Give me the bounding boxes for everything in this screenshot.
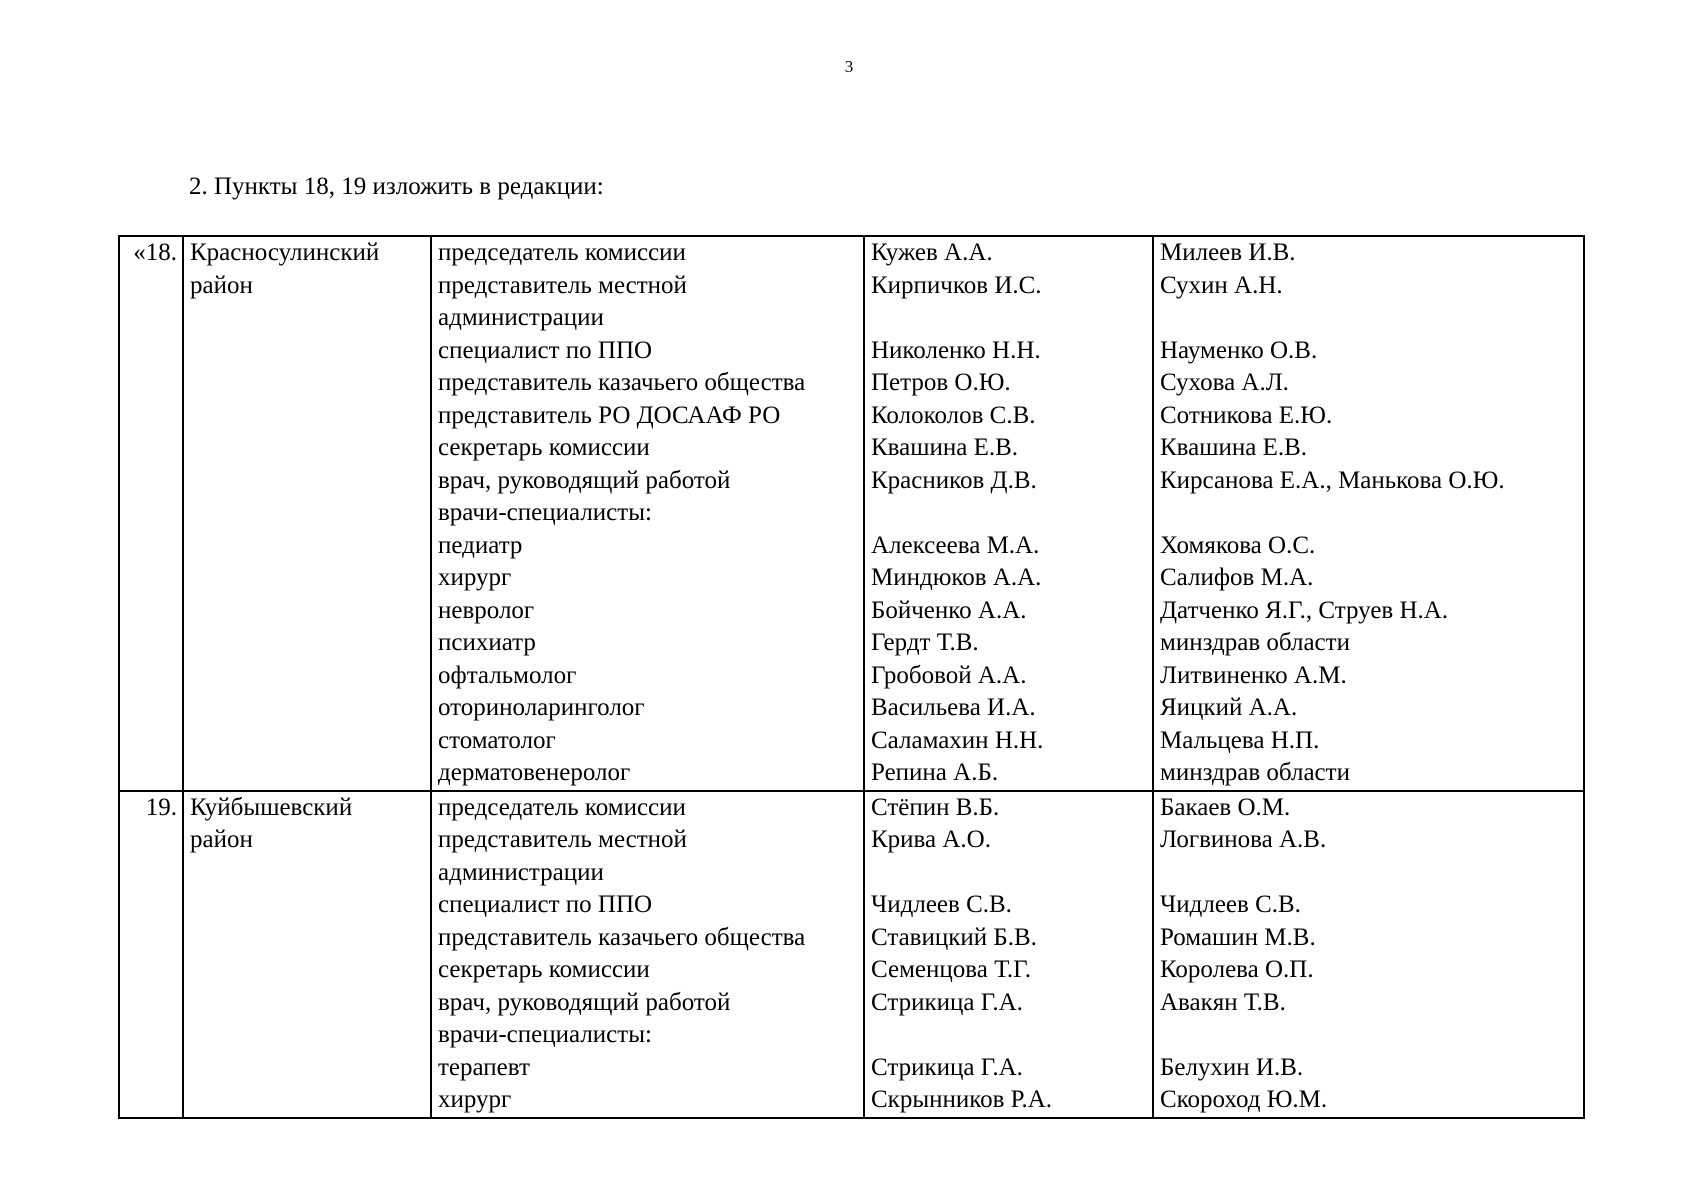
- reserve-line: Авакян Т.В.: [1160, 988, 1286, 1016]
- role-line: педиатр: [438, 531, 523, 559]
- role-line: представитель местной: [438, 271, 687, 299]
- member-line: Петров О.Ю.: [871, 369, 1011, 396]
- role-line: врач, руководящий работой: [438, 988, 731, 1016]
- reserve-line: Салифов М.А.: [1160, 564, 1314, 591]
- district-cell: [183, 791, 431, 1118]
- role-line: администрации: [438, 858, 604, 886]
- role-line: секретарь комиссии: [438, 956, 650, 983]
- member-line: Кирпичков И.С.: [871, 271, 1042, 299]
- reserve-line: [1160, 857, 1583, 890]
- reserve-line: Сухин А.Н.: [1160, 271, 1283, 299]
- reserve-line: Королева О.П.: [1160, 956, 1314, 983]
- role-line: представитель РО ДОСААФ РО: [438, 401, 781, 429]
- role-line: офтальмолог: [438, 661, 577, 689]
- reserves-cell: [1153, 791, 1584, 1118]
- reserve-line: Кирсанова Е.А., Манькова О.Ю.: [1160, 466, 1505, 494]
- member-line: Кужев А.А.: [871, 239, 993, 266]
- reserve-line: Бакаев О.М.: [1160, 793, 1291, 821]
- role-line: председатель комиссии: [438, 793, 686, 821]
- member-line: [871, 857, 1152, 890]
- member-line: Миндюков А.А.: [871, 564, 1042, 591]
- reserve-line: минздрав области: [1160, 759, 1350, 786]
- reserve-line: [1160, 1019, 1583, 1052]
- reserve-line: Квашина Е.В.: [1160, 434, 1308, 461]
- table-row-19: [119, 791, 1584, 1118]
- member-line: Гердт Т.В.: [871, 629, 979, 656]
- member-line: Стрикица Г.А.: [871, 988, 1023, 1016]
- reserve-line: Науменко О.В.: [1160, 336, 1318, 364]
- reserve-line: Мальцева Н.П.: [1160, 726, 1320, 754]
- role-line: врачи-специалисты:: [438, 499, 652, 526]
- reserve-line: Сухова А.Л.: [1160, 369, 1289, 396]
- role-line: представитель казачьего общества: [438, 369, 806, 396]
- role-line: дерматовенеролог: [438, 759, 631, 786]
- row-number-text: 19.: [145, 793, 177, 821]
- reserve-line: Сотникова Е.Ю.: [1160, 401, 1333, 429]
- member-line: [871, 302, 1152, 335]
- commission-table: [118, 235, 1585, 1119]
- member-line: Квашина Е.В.: [871, 434, 1019, 461]
- reserve-line: Логвинова А.В.: [1160, 826, 1327, 853]
- role-line: стоматолог: [438, 726, 556, 754]
- role-line: врач, руководящий работой: [438, 466, 731, 494]
- role-line: оториноларинголог: [438, 694, 645, 721]
- row-number: [119, 236, 183, 791]
- member-line: Бойченко А.А.: [871, 596, 1027, 624]
- row-number: [119, 791, 183, 1118]
- members-cell: [864, 791, 1153, 1118]
- role-line: представитель казачьего общества: [438, 923, 806, 951]
- reserve-line: Ромашин М.В.: [1160, 923, 1316, 951]
- member-line: Семенцова Т.Г.: [871, 956, 1031, 983]
- reserve-line: Белухин И.В.: [1160, 1053, 1304, 1081]
- role-line: председатель комиссии: [438, 239, 686, 266]
- reserve-line: Скороход Ю.М.: [1160, 1086, 1328, 1113]
- role-line: терапевт: [438, 1053, 530, 1081]
- page-number: 3: [844, 57, 854, 76]
- reserve-line: Яицкий А.А.: [1160, 694, 1298, 721]
- member-line: Репина А.Б.: [871, 759, 999, 786]
- member-line: [871, 1019, 1152, 1052]
- role-line: представитель местной: [438, 826, 687, 853]
- member-line: [871, 497, 1152, 530]
- intro-text: 2. Пункты 18, 19 изложить в редакции:: [189, 173, 604, 200]
- role-line: хирург: [438, 1086, 512, 1113]
- table-row-18: [119, 236, 1584, 791]
- role-line: психиатр: [438, 629, 536, 656]
- member-line: Саламахин Н.Н.: [871, 726, 1044, 754]
- reserve-line: [1160, 497, 1583, 530]
- role-line: специалист по ППО: [438, 891, 653, 918]
- district-line: Красносулинский: [190, 239, 380, 266]
- role-line: специалист по ППО: [438, 336, 653, 364]
- member-line: Красников Д.В.: [871, 466, 1037, 494]
- reserve-line: Милеев И.В.: [1160, 239, 1296, 266]
- role-line: невролог: [438, 596, 535, 624]
- reserve-line: [1160, 302, 1583, 335]
- reserve-line: Чидлеев С.В.: [1160, 891, 1301, 918]
- member-line: Ставицкий Б.В.: [871, 923, 1037, 951]
- reserve-line: Литвиненко А.М.: [1160, 661, 1347, 689]
- district-line: район: [190, 826, 253, 853]
- district-line: Куйбышевский: [190, 793, 353, 821]
- row-number-text: «18.: [133, 239, 177, 266]
- member-line: Скрынников Р.А.: [871, 1086, 1053, 1113]
- member-line: Николенко Н.Н.: [871, 336, 1041, 364]
- member-line: Алексеева М.А.: [871, 531, 1040, 559]
- roles-cell: [431, 791, 864, 1118]
- role-line: хирург: [438, 564, 512, 591]
- reserves-cell: [1153, 236, 1584, 791]
- member-line: Гробовой А.А.: [871, 661, 1027, 689]
- district-cell: [183, 236, 431, 791]
- members-cell: [864, 236, 1153, 791]
- member-line: Васильева И.А.: [871, 694, 1036, 721]
- reserve-line: Датченко Я.Г., Струев Н.А.: [1160, 596, 1449, 624]
- roles-cell: [431, 236, 864, 791]
- member-line: Колоколов С.В.: [871, 401, 1036, 429]
- member-line: Чидлеев С.В.: [871, 891, 1012, 918]
- reserve-line: минздрав области: [1160, 629, 1350, 656]
- member-line: Крива А.О.: [871, 826, 991, 853]
- district-line: район: [190, 271, 253, 299]
- role-line: администрации: [438, 304, 604, 331]
- reserve-line: Хомякова О.С.: [1160, 531, 1316, 559]
- member-line: Стёпин В.Б.: [871, 793, 1000, 821]
- role-line: секретарь комиссии: [438, 434, 650, 461]
- role-line: врачи-специалисты:: [438, 1021, 652, 1048]
- member-line: Стрикица Г.А.: [871, 1053, 1023, 1081]
